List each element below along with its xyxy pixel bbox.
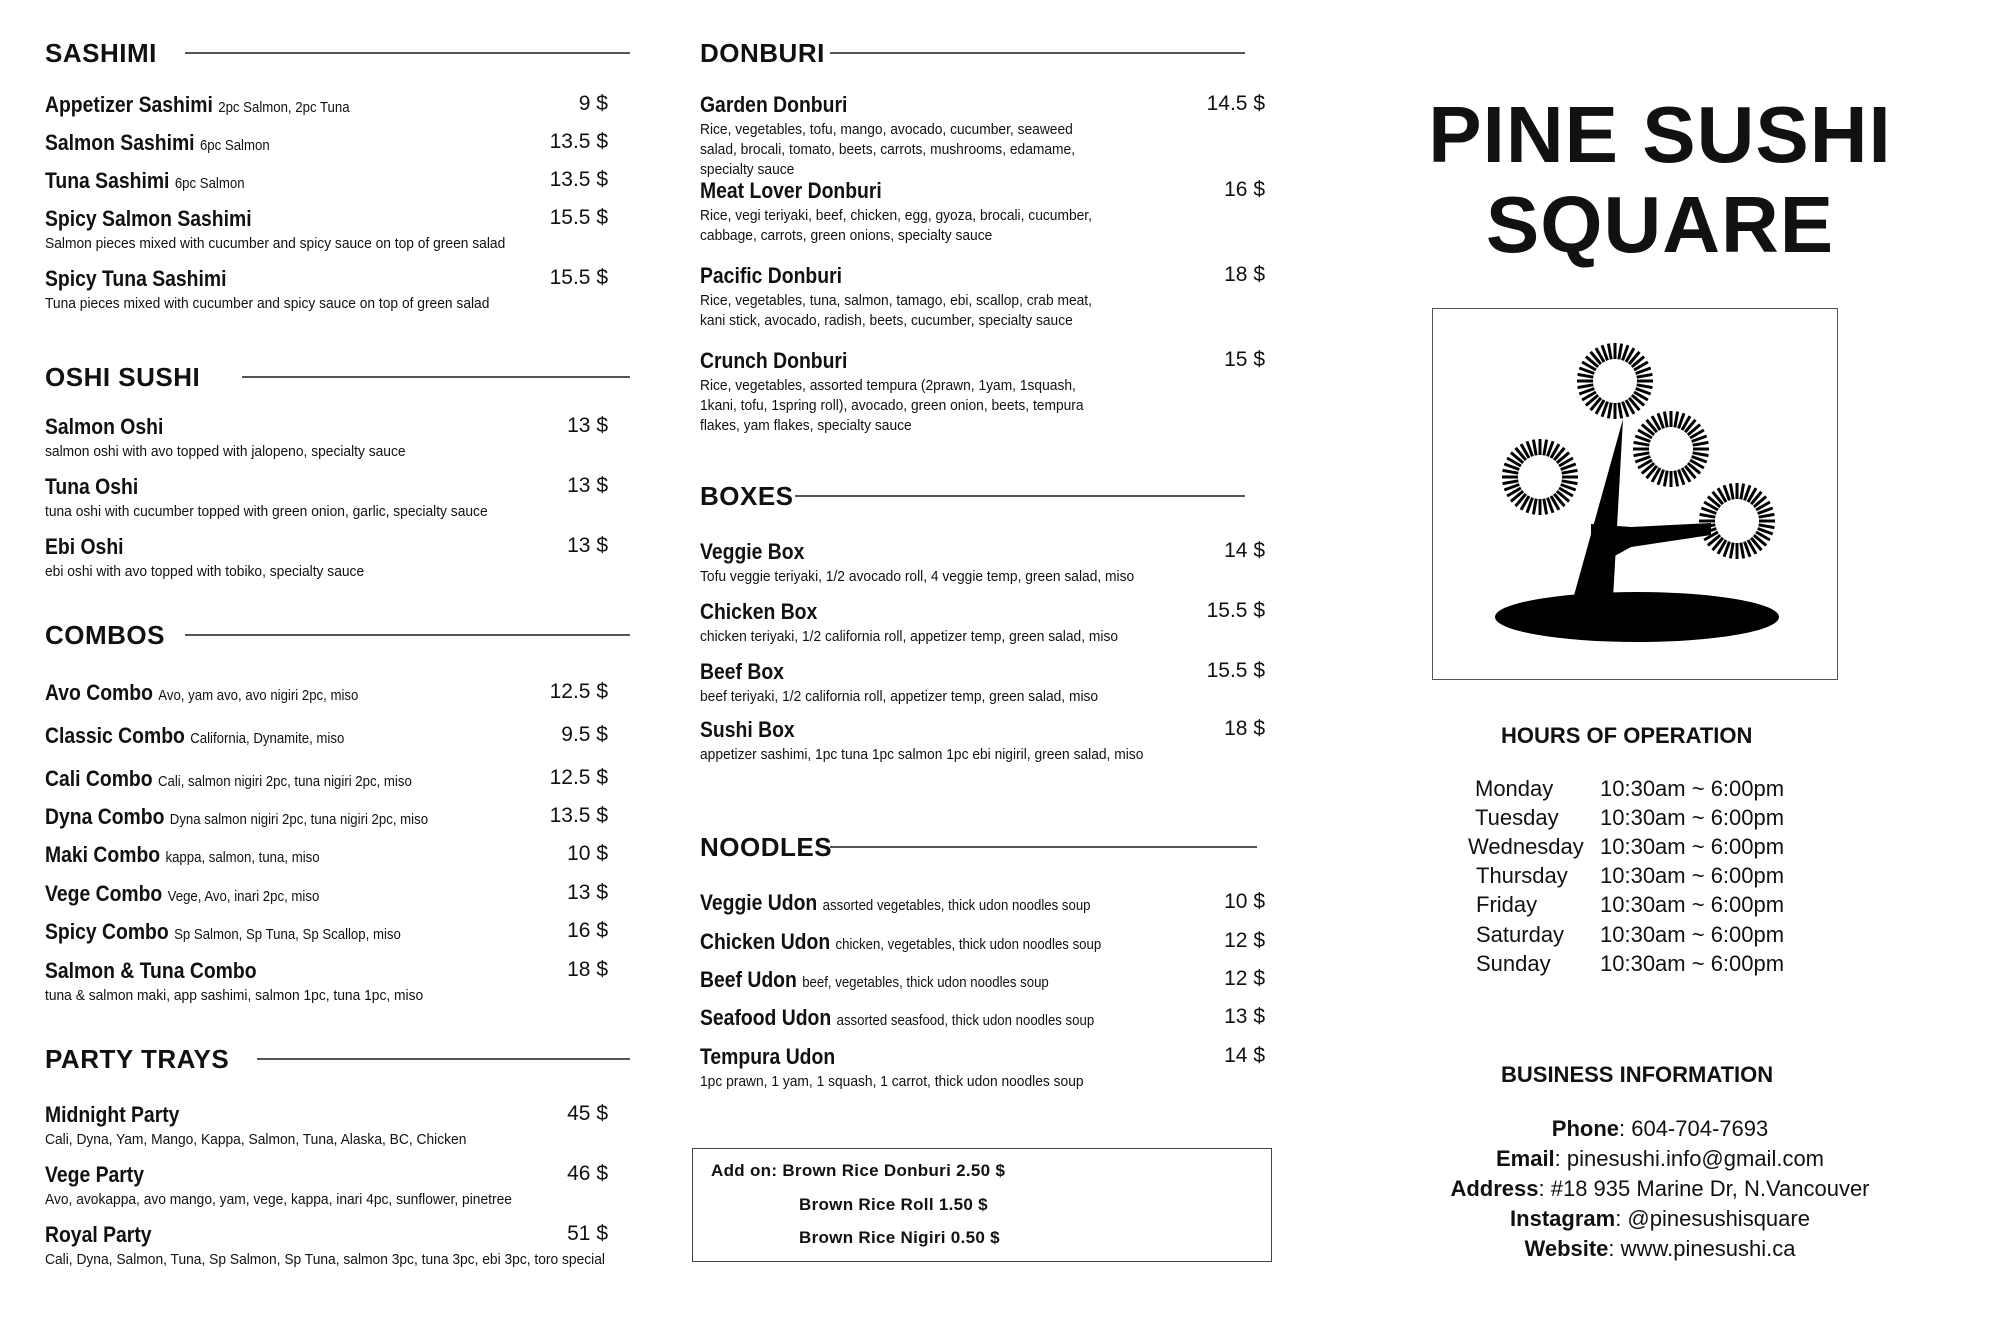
hours-time: 10:30am ~ 6:00pm bbox=[1600, 805, 1785, 830]
menu-item-header bbox=[45, 804, 630, 830]
menu-item-description: tuna oshi with cucumber topped with green onion, garlic, specialty sauce bbox=[45, 503, 488, 520]
menu-item-name: Sushi Box bbox=[700, 717, 795, 742]
menu-item-price: 12 $ bbox=[1224, 967, 1265, 990]
menu-item-header bbox=[700, 1044, 1265, 1070]
menu-item-name: Pacific Donburi bbox=[700, 263, 842, 288]
website-value: : www.pinesushi.ca bbox=[1608, 1236, 1796, 1261]
address-row bbox=[1390, 1176, 1930, 1202]
menu-item-name bbox=[45, 92, 350, 118]
hours-day: Saturday bbox=[1476, 922, 1565, 947]
menu-item bbox=[45, 266, 630, 314]
menu-item-inline-desc: assorted seasfood, thick udon noodles soup bbox=[836, 1012, 1095, 1029]
menu-item-header bbox=[45, 680, 630, 706]
menu-item-name-text: Dyna Combo bbox=[45, 804, 165, 829]
menu-item-inline-desc: Avo, yam avo, avo nigiri 2pc, miso bbox=[158, 687, 359, 704]
instagram-label: Instagram bbox=[1510, 1206, 1616, 1231]
address-label: Address bbox=[1450, 1176, 1539, 1201]
menu-item-inline-desc: beef, vegetables, thick udon noodles soup bbox=[802, 974, 1049, 991]
menu-item bbox=[700, 929, 1265, 955]
menu-item-header bbox=[45, 842, 630, 868]
menu-item-name: Crunch Donburi bbox=[700, 348, 848, 373]
menu-item-header bbox=[700, 1005, 1265, 1031]
menu-item bbox=[45, 474, 630, 522]
menu-item bbox=[700, 717, 1265, 765]
menu-item-price: 13 $ bbox=[567, 881, 608, 904]
menu-item-header bbox=[45, 168, 630, 194]
addon-line-donburi: Add on: Brown Rice Donburi 2.50 $ bbox=[711, 1161, 1006, 1180]
addon-line-nigiri: Brown Rice Nigiri 0.50 $ bbox=[799, 1228, 1000, 1247]
hours-time: 10:30am ~ 6:00pm bbox=[1600, 892, 1785, 917]
hours-time: 10:30am ~ 6:00pm bbox=[1600, 863, 1785, 888]
menu-item-header bbox=[45, 266, 630, 292]
logo-sunburst bbox=[1633, 411, 1709, 487]
menu-item bbox=[700, 92, 1265, 180]
section-title: NOODLES bbox=[700, 832, 833, 862]
menu-item bbox=[700, 1005, 1265, 1031]
menu-item-price: 13 $ bbox=[567, 414, 608, 437]
phone-label: Phone bbox=[1551, 1116, 1619, 1141]
menu-item-header bbox=[45, 414, 630, 440]
menu-item-header bbox=[700, 263, 1265, 289]
menu-item-name: Salmon Oshi bbox=[45, 414, 164, 439]
menu-item-price: 13.5 $ bbox=[549, 130, 608, 153]
hours-day: Monday bbox=[1475, 776, 1554, 801]
menu-item-header bbox=[45, 130, 630, 156]
phone-row bbox=[1390, 1116, 1930, 1142]
menu-item-price: 12 $ bbox=[1224, 929, 1265, 952]
menu-item-price: 16 $ bbox=[567, 919, 608, 942]
menu-item-inline-desc: chicken, vegetables, thick udon noodles soup bbox=[835, 936, 1102, 953]
menu-item-description: tuna & salmon maki, app sashimi, salmon 1pc, tuna 1pc, miso bbox=[45, 987, 424, 1004]
section-title: BOXES bbox=[700, 481, 794, 511]
menu-item-header bbox=[700, 92, 1265, 118]
menu-item-price: 9 $ bbox=[578, 92, 608, 115]
menu-item-price: 13.5 $ bbox=[549, 168, 608, 191]
divider bbox=[795, 495, 1245, 497]
brand-name-line1: PINE SUSHI bbox=[1428, 90, 1892, 179]
menu-item-name bbox=[700, 1005, 1094, 1031]
menu-item-name-text: Spicy Combo bbox=[45, 919, 169, 944]
divider bbox=[185, 634, 630, 636]
menu-item-header bbox=[700, 717, 1265, 743]
menu-item-name bbox=[700, 967, 1049, 993]
instagram-row bbox=[1390, 1206, 1930, 1232]
menu-item-inline-desc: 6pc Salmon bbox=[199, 137, 270, 154]
menu-item-name bbox=[700, 890, 1091, 916]
hours-day: Wednesday bbox=[1468, 834, 1584, 859]
divider bbox=[185, 52, 630, 54]
section-title: DONBURI bbox=[700, 38, 825, 68]
menu-item-header bbox=[45, 881, 630, 907]
menu-item-name-text: Chicken Udon bbox=[700, 929, 831, 954]
menu-item-name-text: Avo Combo bbox=[45, 680, 153, 705]
menu-item-name: Tuna Oshi bbox=[45, 474, 139, 499]
menu-item-header bbox=[45, 723, 630, 749]
logo-frame bbox=[1432, 308, 1838, 680]
menu-item-header bbox=[45, 1162, 630, 1188]
menu-item-description: Cali, Dyna, Yam, Mango, Kappa, Salmon, Tuna, Alaska, BC, Chicken bbox=[45, 1131, 467, 1148]
brand-name-line2: SQUARE bbox=[1485, 180, 1835, 269]
menu-item-price: 12.5 $ bbox=[549, 680, 608, 703]
menu-item-name-text: Veggie Udon bbox=[700, 890, 818, 915]
instagram-value: : @pinesushisquare bbox=[1615, 1206, 1810, 1231]
menu-item bbox=[700, 890, 1265, 916]
menu-item-header bbox=[700, 890, 1265, 916]
business-title: BUSINESS INFORMATION bbox=[1501, 1062, 1774, 1087]
website-label: Website bbox=[1524, 1236, 1609, 1261]
addon-line-roll: Brown Rice Roll 1.50 $ bbox=[799, 1195, 988, 1214]
menu-item-description: beef teriyaki, 1/2 california roll, appetizer temp, green salad, miso bbox=[700, 688, 1099, 705]
menu-item-header bbox=[700, 659, 1265, 685]
menu-item-price: 10 $ bbox=[567, 842, 608, 865]
menu-item-name-text: Vege Combo bbox=[45, 881, 163, 906]
email-label: Email bbox=[1495, 1146, 1555, 1171]
menu-item-price: 45 $ bbox=[567, 1102, 608, 1125]
menu-item bbox=[45, 680, 630, 706]
menu-item-header bbox=[45, 1222, 630, 1248]
menu-item-price: 18 $ bbox=[1224, 717, 1265, 740]
hours-time: 10:30am ~ 6:00pm bbox=[1600, 834, 1785, 859]
menu-item-description: ebi oshi with avo topped with tobiko, specialty sauce bbox=[45, 563, 365, 580]
menu-item-name-text: Salmon Sashimi bbox=[45, 130, 195, 155]
menu-item bbox=[45, 168, 630, 194]
hours-day: Sunday bbox=[1476, 951, 1551, 976]
menu-item-name: Veggie Box bbox=[700, 539, 805, 564]
menu-item-name-text: Maki Combo bbox=[45, 842, 161, 867]
menu-item bbox=[45, 804, 630, 830]
menu-item-name bbox=[45, 919, 401, 945]
menu-item-name-text: Beef Udon bbox=[700, 967, 797, 992]
addon-box bbox=[692, 1148, 1272, 1262]
logo-trunk bbox=[1573, 419, 1623, 599]
menu-item-name: Spicy Tuna Sashimi bbox=[45, 266, 227, 291]
menu-item-name-text: Seafood Udon bbox=[700, 1005, 832, 1030]
menu-item-price: 18 $ bbox=[567, 958, 608, 981]
divider bbox=[830, 846, 1257, 848]
logo-sunburst bbox=[1502, 439, 1578, 515]
divider bbox=[830, 52, 1245, 54]
menu-item bbox=[700, 599, 1265, 647]
menu-item-name-text: Classic Combo bbox=[45, 723, 185, 748]
hours-day: Tuesday bbox=[1475, 805, 1559, 830]
menu-item-description: Rice, vegetables, assorted tempura (2prawn, 1yam, 1squash, 1kani, tofu, 1spring roll), avocado, green onion, beets, tempura flakes, yam flakes, specialty sauce bbox=[700, 377, 1084, 434]
menu-item-name bbox=[45, 130, 270, 156]
menu-item-price: 9.5 $ bbox=[561, 723, 608, 746]
menu-item bbox=[45, 206, 630, 254]
menu-item-price: 13 $ bbox=[1224, 1005, 1265, 1028]
logo-ground-ellipse bbox=[1495, 592, 1779, 642]
section-donburi-header bbox=[700, 38, 1265, 78]
section-title: COMBOS bbox=[45, 620, 165, 650]
menu-item-name: Vege Party bbox=[45, 1162, 145, 1187]
menu-item-name: Midnight Party bbox=[45, 1102, 180, 1127]
menu-item-price: 16 $ bbox=[1224, 178, 1265, 201]
menu-item bbox=[45, 1102, 630, 1150]
menu-item-description: Cali, Dyna, Salmon, Tuna, Sp Salmon, Sp Tuna, salmon 3pc, tuna 3pc, ebi 3pc, toro special bbox=[45, 1251, 605, 1268]
menu-item bbox=[45, 1222, 630, 1270]
menu-item-name bbox=[45, 723, 344, 749]
menu-item-name-text: Appetizer Sashimi bbox=[45, 92, 213, 117]
menu-item-inline-desc: assorted vegetables, thick udon noodles soup bbox=[822, 897, 1091, 914]
menu-item-price: 15.5 $ bbox=[549, 206, 608, 229]
hours-time: 10:30am ~ 6:00pm bbox=[1600, 776, 1785, 801]
menu-item-header bbox=[45, 1102, 630, 1128]
menu-item bbox=[45, 130, 630, 156]
menu-item-header bbox=[45, 92, 630, 118]
menu-item-header bbox=[45, 206, 630, 232]
menu-item-price: 13.5 $ bbox=[549, 804, 608, 827]
logo-sunbursts bbox=[1502, 343, 1775, 559]
email-row bbox=[1390, 1146, 1930, 1172]
menu-item-price: 14 $ bbox=[1224, 539, 1265, 562]
menu-item-price: 12.5 $ bbox=[549, 766, 608, 789]
menu-item bbox=[45, 919, 630, 945]
menu-item-header bbox=[45, 534, 630, 560]
menu-item-price: 14 $ bbox=[1224, 1044, 1265, 1067]
menu-item-inline-desc: kappa, salmon, tuna, miso bbox=[165, 849, 320, 866]
hours-title: HOURS OF OPERATION bbox=[1501, 723, 1753, 748]
menu-item-name-text: Cali Combo bbox=[45, 766, 153, 791]
menu-item-name bbox=[700, 929, 1101, 955]
menu-item bbox=[700, 539, 1265, 587]
menu-item bbox=[700, 178, 1265, 246]
menu-item-name: Spicy Salmon Sashimi bbox=[45, 206, 252, 231]
menu-item-name: Ebi Oshi bbox=[45, 534, 124, 559]
menu-item-description: Avo, avokappa, avo mango, yam, vege, kappa, inari 4pc, sunflower, pinetree bbox=[45, 1191, 512, 1208]
menu-item bbox=[45, 842, 630, 868]
menu-item bbox=[700, 1044, 1265, 1092]
logo-sunburst bbox=[1699, 483, 1775, 559]
menu-item-price: 10 $ bbox=[1224, 890, 1265, 913]
menu-item-header bbox=[700, 929, 1265, 955]
menu-item-name bbox=[45, 168, 245, 194]
menu-item-name bbox=[45, 804, 428, 830]
menu-item bbox=[45, 723, 630, 749]
menu-item bbox=[700, 659, 1265, 707]
menu-item-header bbox=[700, 348, 1265, 374]
menu-item-name: Royal Party bbox=[45, 1222, 152, 1247]
menu-item-header bbox=[700, 599, 1265, 625]
menu-item-price: 13 $ bbox=[567, 534, 608, 557]
menu-item-description: appetizer sashimi, 1pc tuna 1pc salmon 1pc ebi nigiril, green salad, miso bbox=[700, 746, 1144, 763]
menu-item-inline-desc: Dyna salmon nigiri 2pc, tuna nigiri 2pc, miso bbox=[169, 811, 429, 828]
section-sashimi-header bbox=[45, 38, 630, 78]
menu-item-price: 15.5 $ bbox=[549, 266, 608, 289]
menu-item-description: Rice, vegetables, tofu, mango, avocado, cucumber, seaweed salad, brocali, tomato, beets, carrots, mushrooms, edamame, specialty sauce bbox=[700, 121, 1076, 178]
menu-item-header bbox=[45, 474, 630, 500]
section-title: OSHI SUSHI bbox=[45, 362, 201, 392]
menu-item-description: Tofu veggie teriyaki, 1/2 avocado roll, 4 veggie temp, green salad, miso bbox=[700, 568, 1135, 585]
menu-item-name-text: Tuna Sashimi bbox=[45, 168, 170, 193]
menu-item-description: 1pc prawn, 1 yam, 1 squash, 1 carrot, thick udon noodles soup bbox=[700, 1073, 1084, 1090]
divider bbox=[257, 1058, 630, 1060]
menu-item-inline-desc: Sp Salmon, Sp Tuna, Sp Scallop, miso bbox=[174, 926, 401, 943]
menu-item-inline-desc: California, Dynamite, miso bbox=[190, 730, 345, 747]
menu-item-name: Tempura Udon bbox=[700, 1044, 836, 1069]
menu-item-price: 15 $ bbox=[1224, 348, 1265, 371]
hours-time: 10:30am ~ 6:00pm bbox=[1600, 922, 1785, 947]
hours-time: 10:30am ~ 6:00pm bbox=[1600, 951, 1785, 976]
menu-item-name bbox=[45, 766, 412, 792]
menu-item-header bbox=[700, 967, 1265, 993]
menu-item-name bbox=[45, 842, 320, 868]
section-combos-header bbox=[45, 620, 630, 660]
section-noodles-header bbox=[700, 832, 1265, 872]
menu-item bbox=[45, 958, 630, 1006]
menu-item-inline-desc: Cali, salmon nigiri 2pc, tuna nigiri 2pc, miso bbox=[157, 773, 412, 790]
hours-day: Thursday bbox=[1476, 863, 1568, 888]
menu-item-description: salmon oshi with avo topped with jalopeno, specialty sauce bbox=[45, 443, 406, 460]
menu-item-price: 46 $ bbox=[567, 1162, 608, 1185]
menu-item bbox=[700, 263, 1265, 331]
menu-item bbox=[45, 92, 630, 118]
menu-item-name: Garden Donburi bbox=[700, 92, 848, 117]
section-party-header bbox=[45, 1044, 630, 1084]
menu-item bbox=[700, 967, 1265, 993]
phone-value: : 604-704-7693 bbox=[1619, 1116, 1769, 1141]
email-value: : pinesushi.info@gmail.com bbox=[1554, 1146, 1825, 1171]
address-value: : #18 935 Marine Dr, N.Vancouver bbox=[1538, 1176, 1870, 1201]
menu-item-price: 51 $ bbox=[567, 1222, 608, 1245]
hours-day: Friday bbox=[1476, 892, 1538, 917]
section-oshi-header bbox=[45, 362, 630, 402]
pine-tree-logo-icon bbox=[1433, 309, 1837, 679]
menu-item bbox=[45, 1162, 630, 1210]
menu-item-name: Salmon & Tuna Combo bbox=[45, 958, 257, 983]
menu-item-description: Rice, vegetables, tuna, salmon, tamago, ebi, scallop, crab meat, kani stick, avocado, radish, beets, cucumber, specialty sauce bbox=[700, 292, 1092, 329]
menu-item-header bbox=[45, 919, 630, 945]
menu-item bbox=[45, 881, 630, 907]
menu-item-inline-desc: Vege, Avo, inari 2pc, miso bbox=[167, 888, 320, 905]
menu-item-price: 15.5 $ bbox=[1206, 659, 1265, 682]
menu-item-header bbox=[45, 958, 630, 984]
menu-item-name bbox=[45, 680, 358, 706]
menu-item-header bbox=[45, 766, 630, 792]
section-title: SASHIMI bbox=[45, 38, 157, 68]
menu-item-price: 14.5 $ bbox=[1206, 92, 1265, 115]
menu-item bbox=[700, 348, 1265, 436]
menu-item bbox=[45, 766, 630, 792]
section-boxes-header bbox=[700, 481, 1265, 521]
menu-item bbox=[45, 534, 630, 582]
menu-item-description: Rice, vegi teriyaki, beef, chicken, egg, gyoza, brocali, cucumber, cabbage, carrots, green onions, specialty sauce bbox=[700, 207, 1092, 244]
website-row bbox=[1390, 1236, 1930, 1262]
menu-item-description: chicken teriyaki, 1/2 california roll, appetizer temp, green salad, miso bbox=[700, 628, 1119, 645]
menu-item-description: Salmon pieces mixed with cucumber and spicy sauce on top of green salad bbox=[45, 235, 506, 252]
logo-sunburst bbox=[1577, 343, 1653, 419]
menu-item-price: 18 $ bbox=[1224, 263, 1265, 286]
menu-item-header bbox=[700, 178, 1265, 204]
menu-item-name bbox=[45, 881, 319, 907]
divider bbox=[242, 376, 630, 378]
menu-item-inline-desc: 6pc Salmon bbox=[174, 175, 245, 192]
section-title: PARTY TRAYS bbox=[45, 1044, 230, 1074]
menu-item bbox=[45, 414, 630, 462]
menu-item-name: Beef Box bbox=[700, 659, 784, 684]
menu-item-price: 13 $ bbox=[567, 474, 608, 497]
menu-item-description: Tuna pieces mixed with cucumber and spicy sauce on top of green salad bbox=[45, 295, 490, 312]
menu-item-inline-desc: 2pc Salmon, 2pc Tuna bbox=[218, 99, 350, 116]
menu-item-name: Chicken Box bbox=[700, 599, 818, 624]
menu-item-header bbox=[700, 539, 1265, 565]
menu-item-name: Meat Lover Donburi bbox=[700, 178, 882, 203]
menu-item-price: 15.5 $ bbox=[1206, 599, 1265, 622]
